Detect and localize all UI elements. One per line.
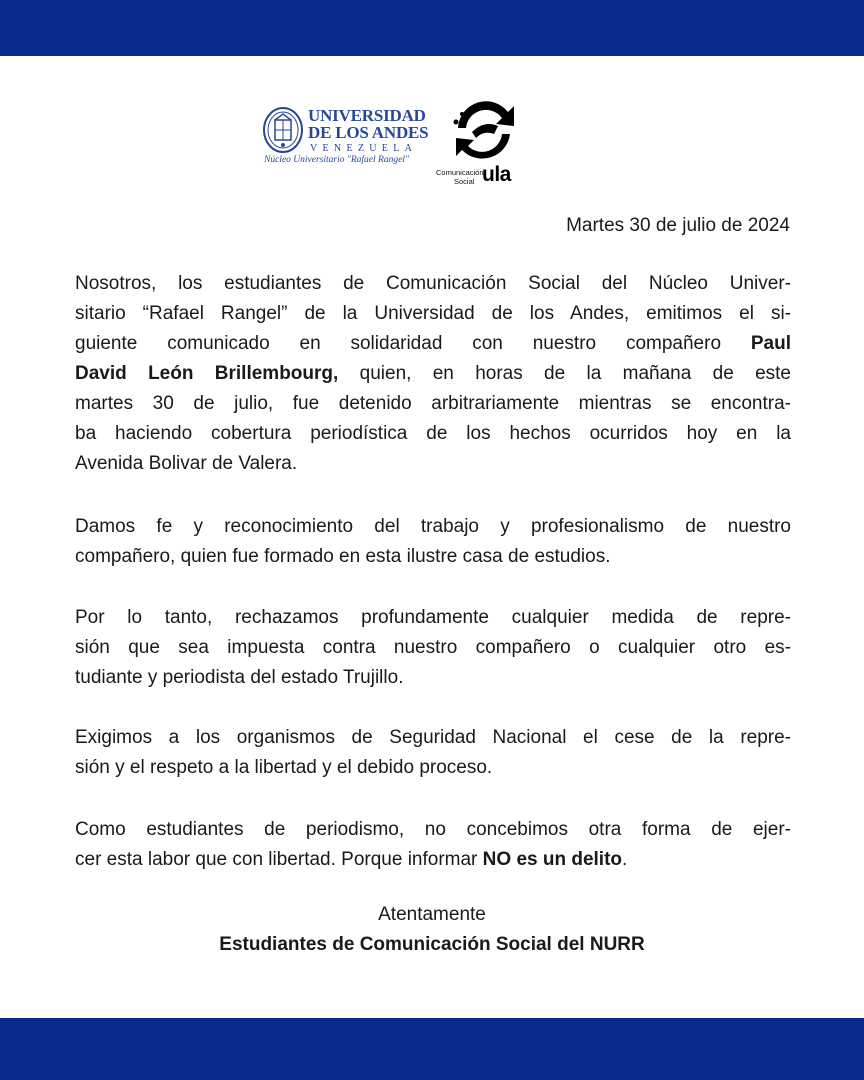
document-date: Martes 30 de julio de 2024 xyxy=(566,215,790,236)
student-name-part2: David León Brillembourg, xyxy=(75,363,339,384)
ula-logo-line3: VENEZUELA xyxy=(310,143,418,154)
paragraph-5-period: . xyxy=(622,849,628,870)
paragraph-1-text: guiente comunicado en solidaridad con nuestro compañero xyxy=(75,333,722,354)
closing-salutation: Atentamente xyxy=(378,904,486,925)
paragraph-4 xyxy=(75,723,791,783)
ula-logo xyxy=(262,104,432,170)
bottom-blue-band xyxy=(0,1018,864,1080)
paragraph-5 xyxy=(75,815,791,875)
paragraph-2-line: compañero, quien fue formado en esta ilustre casa de estudios. xyxy=(75,546,611,567)
paragraph-1-line: Nosotros, los estudiantes de Comunicación Social del Núcleo Univer- xyxy=(75,273,791,294)
ula-logo-line2: DE LOS ANDES xyxy=(308,123,429,142)
ula-logo-line1: UNIVERSIDAD xyxy=(308,106,426,125)
paragraph-2-line: Damos fe y reconocimiento del trabajo y profesionalismo de nuestro xyxy=(75,516,791,537)
ula-seal-icon xyxy=(262,106,304,154)
paragraph-5-line xyxy=(75,845,791,875)
paragraph-1-line xyxy=(75,359,791,389)
paragraph-4-line: sión y el respeto a la libertad y el debido proceso. xyxy=(75,757,493,778)
paragraph-3-line: sión que sea impuesta contra nuestro compañero o cualquier otro es- xyxy=(75,637,791,658)
paragraph-1-text: quien, en horas de la mañana de este xyxy=(359,363,792,384)
paragraph-3 xyxy=(75,603,791,693)
paragraph-1 xyxy=(75,269,791,479)
comunicacion-social-text2: Social xyxy=(454,177,475,186)
paragraph-1-line xyxy=(75,329,791,359)
paragraph-3-line: Por lo tanto, rechazamos profundamente cualquier medida de repre- xyxy=(75,607,791,628)
comunicacion-social-ula-wordmark: ula xyxy=(482,163,511,186)
paragraph-4-line: Exigimos a los organismos de Seguridad Nacional el cese de la repre- xyxy=(75,727,791,748)
comunicacion-social-logo xyxy=(436,94,536,188)
paragraph-1-line: ba haciendo cobertura periodística de los hechos ocurridos hoy en la xyxy=(75,423,791,444)
paragraph-5-line: Como estudiantes de periodismo, no concebimos otra forma de ejer- xyxy=(75,819,791,840)
paragraph-5-text: cer esta labor que con libertad. Porque informar xyxy=(75,849,478,870)
paragraph-2 xyxy=(75,512,791,572)
paragraph-1-line: Avenida Bolivar de Valera. xyxy=(75,453,298,474)
paragraph-1-line: sitario “Rafael Rangel” de la Universidad de los Andes, emitimos el si- xyxy=(75,303,791,324)
student-name-part1: Paul xyxy=(750,333,791,354)
comunicacion-social-text1: Comunicación xyxy=(436,168,484,177)
ula-logo-line4: Núcleo Universitario "Rafael Rangel" xyxy=(264,155,409,165)
paragraph-1-line: martes 30 de julio, fue detenido arbitrariamente mientras se encontra- xyxy=(75,393,791,414)
closing-signature: Estudiantes de Comunicación Social del NURR xyxy=(219,934,645,955)
emphasis-no-es-un-delito: NO es un delito xyxy=(482,849,623,870)
comunicacion-social-mark-icon xyxy=(448,94,520,166)
paragraph-3-line: tudiante y periodista del estado Trujillo. xyxy=(75,667,404,688)
top-blue-band xyxy=(0,0,864,56)
